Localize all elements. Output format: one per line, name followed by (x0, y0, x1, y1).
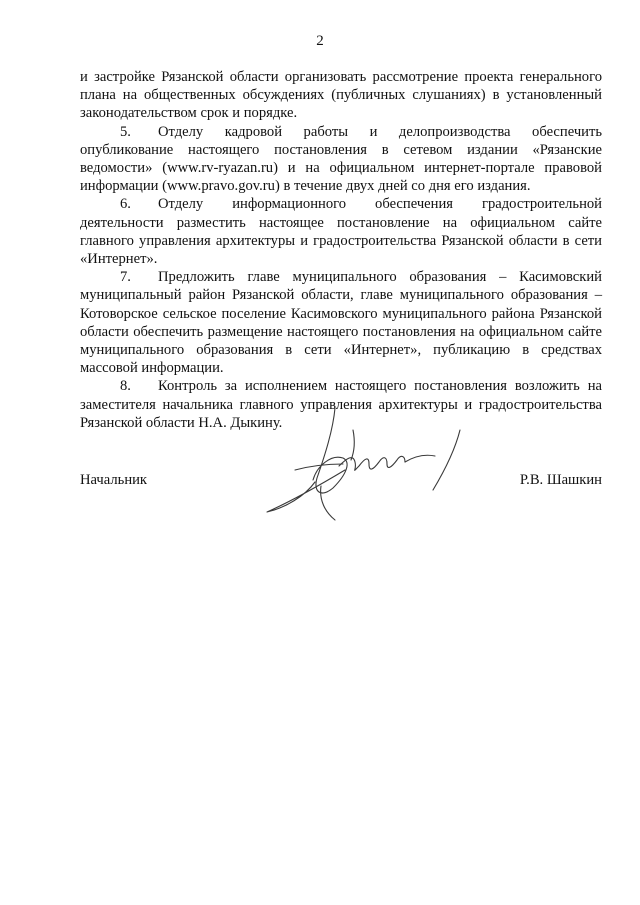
paragraph-number: 5. (120, 123, 131, 140)
page-number: 2 (316, 33, 324, 49)
paragraph-text: Контроль за исполнением настоящего постановления возложить на заместителя начальника главного управления архитектуры и градостроительства Рязанской области Н.А. Дыкину. (80, 378, 602, 431)
paragraph-number: 6. (120, 196, 131, 213)
paragraph-item-6 (80, 195, 602, 268)
paragraph-number: 8. (120, 378, 131, 395)
paragraph-number: 7. (120, 269, 131, 286)
handwritten-signature (255, 400, 495, 530)
paragraph-text: и застройке Рязанской области организовать рассмотрение проекта генерального плана на общественных обсуждениях (публичных слушаниях) в установленный законодательством срок и порядке. (80, 69, 602, 122)
signatory-name: Р.В. Шашкин (519, 472, 602, 488)
document-body (80, 68, 602, 432)
paragraph-continuation (80, 68, 602, 123)
paragraph-text: Отделу информационного обеспечения градостроительной деятельности разместить настоящее постановление на официальном сайте главного управления архитектуры и градостроительства Рязанской области в сети «Интернет». (80, 196, 602, 268)
paragraph-item-7 (80, 268, 602, 377)
paragraph-item-5 (80, 123, 602, 196)
paragraph-text: Отделу кадровой работы и делопроизводства обеспечить опубликование настоящего постановления в сетевом издании «Рязанские ведомости» (www.rv-ryazan.ru) и на официальном интернет-портале правовой информации (www.pravo.gov.ru) в течение двух дней со дня его издания. (80, 123, 602, 195)
signatory-title: Начальник (80, 472, 148, 488)
paragraph-text: Предложить главе муниципального образования – Касимовский муниципальный район Рязанской области, главе муниципального образования – Котоворское сельское поселение Касимовского муниципального района Рязанской области обеспечить размещение настоящего постановления на официальном сайте муниципального образования в сети «Интернет», публикацию в средствах массовой информации. (80, 269, 602, 377)
